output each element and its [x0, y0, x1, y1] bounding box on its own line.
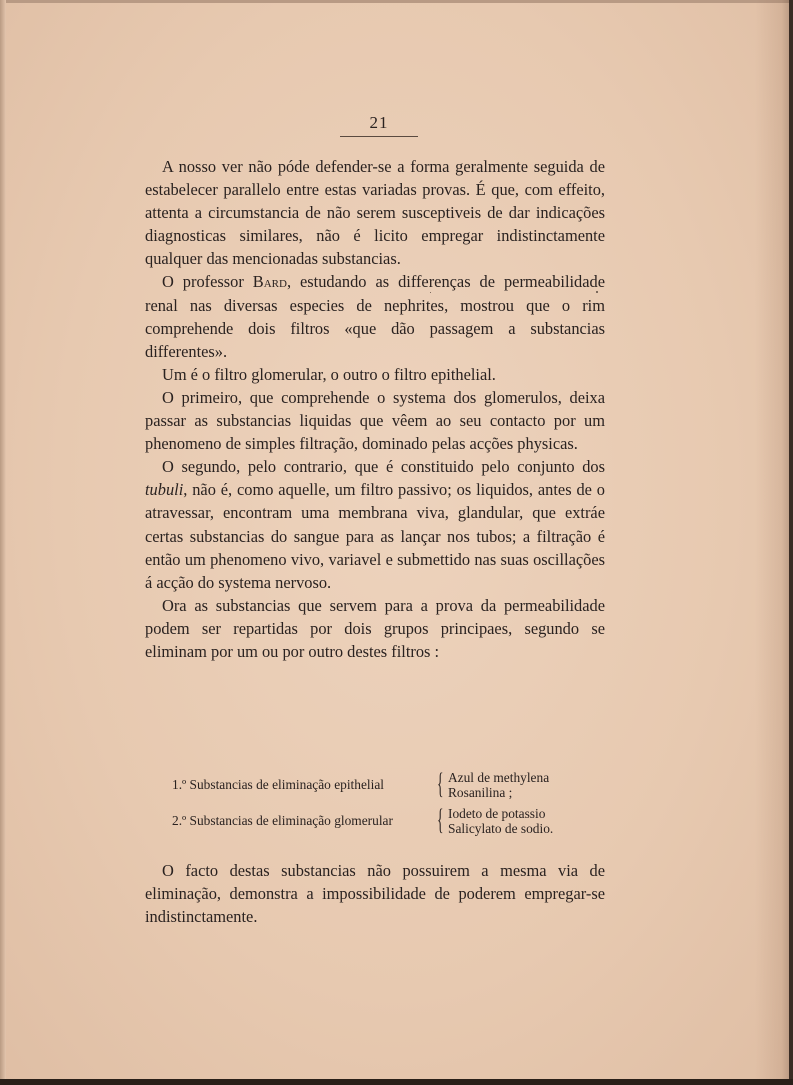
page-number-rule: [340, 136, 418, 137]
brace-icon: {: [437, 803, 444, 836]
paragraph-5: [145, 455, 605, 594]
table-item: Azul de methylena: [448, 770, 550, 785]
paragraph-2-start: O professor: [162, 272, 253, 292]
page-left-edge: [0, 0, 6, 1085]
ink-speck: [596, 291, 598, 293]
page-right-shadow: [755, 0, 793, 1085]
table-item: Salicylato de sodio.: [448, 821, 554, 836]
paragraph-5-start: O segundo, pelo contrario, que é constituido pelo conjunto dos: [162, 457, 605, 477]
table-row-items: [448, 770, 549, 800]
paragraph-2-end: , estudando as differenças de permeabilidade renal nas diversas especies de nephrites, mostrou que o rim comprehende dois filtros «que dão passagem a substancias differentes».: [145, 272, 606, 361]
paragraph-7: O facto destas substancias não possuirem a mesma via de eliminação, demonstra a impossibilidade de poderem empregar-se indistinctamente.: [145, 861, 605, 927]
table-row-items: [448, 806, 553, 836]
latin-term: tubuli: [145, 480, 184, 500]
paragraph-1: A nosso ver não póde defender-se a forma geralmente seguida de estabelecer parallelo entre estas variadas provas. É que, com effeito, attenta a circumstancia de não serem susceptiveis de dar indicações diagnosticas similares, não é licito empregar indistinctamente qualquer das mencionadas substancias.: [145, 157, 605, 269]
paragraph-6: Ora as substancias que servem para a prova da permeabilidade podem ser repartidas por dois grupos principaes, segundo se eliminam por um ou por outro destes filtros :: [145, 595, 605, 661]
table-item: Iodeto de potassio: [448, 806, 546, 821]
paragraph-4: O primeiro, que comprehende o systema dos glomerulos, deixa passar as substancias liquidas que vêem ao seu contacto por um phenomeno de simples filtração, dominado pelas acções physicas.: [145, 387, 605, 454]
ink-speck: [430, 292, 431, 293]
brace-icon: {: [437, 767, 444, 800]
author-name: Bard: [252, 272, 287, 292]
page-top-edge: [0, 0, 793, 3]
paragraph-2: [145, 270, 605, 362]
closing-text: [145, 859, 605, 928]
paragraph-3: Um é o filtro glomerular, o outro o filtro epithelial.: [162, 364, 496, 384]
body-text: [145, 155, 605, 663]
paragraph-5-end: , não é, como aquelle, um filtro passivo; os liquidos, antes de o atravessar, encontram uma membrana viva, glandular, que extráe certas substancias do sangue para as lançar nos tubos; a filtração é então um phenomeno vivo, variavel e submettido nas suas oscillações á acção do systema nervoso.: [145, 480, 605, 592]
page-bottom-border: [0, 1079, 793, 1085]
table-row: [145, 768, 605, 802]
page-number: 21: [369, 113, 389, 132]
page-right-border: [789, 0, 793, 1085]
table-row-label: 2.º Substancias de eliminação glomerular: [172, 813, 393, 828]
table-row-label: 1.º Substancias de eliminação epithelial: [172, 777, 385, 792]
table-item: Rosanilina ;: [448, 785, 513, 800]
table-row: [145, 804, 605, 838]
